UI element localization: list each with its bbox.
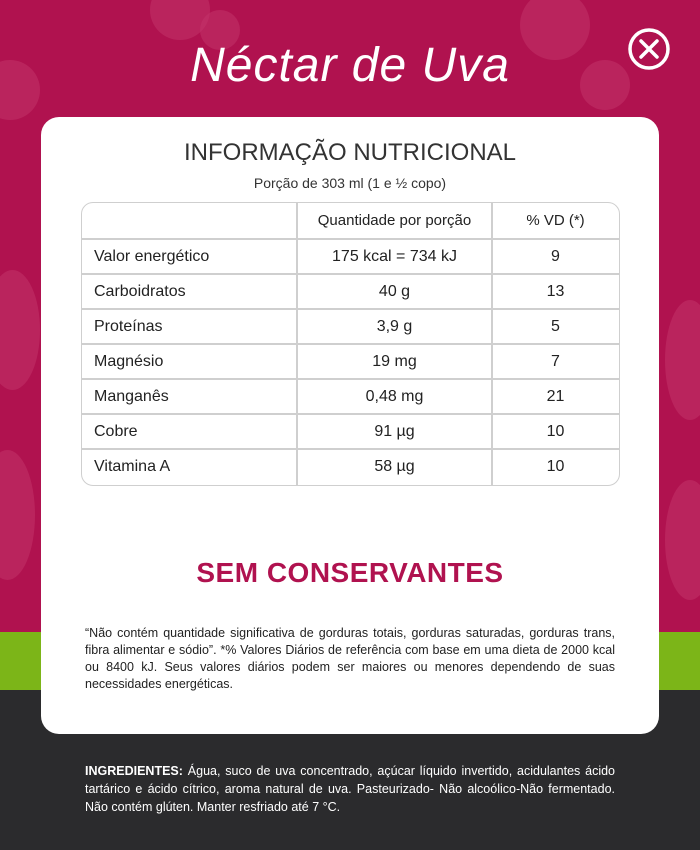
nutrient-name: Magnésio <box>94 352 164 370</box>
nutrition-title: INFORMAÇÃO NUTRICIONAL <box>183 139 516 166</box>
nutrient-name: Carboidratos <box>94 282 186 300</box>
nutrient-vd: 10 <box>546 457 565 475</box>
nutrient-quantity: 3,9 g <box>376 317 413 335</box>
header-cell-vd: % VD (*) <box>526 212 585 229</box>
ingredients-block <box>85 762 615 816</box>
nutrient-quantity: 58 µg <box>374 457 415 475</box>
nutrient-name: Cobre <box>94 422 138 440</box>
table-row <box>82 239 619 274</box>
grape-decoration <box>0 450 35 580</box>
nutrient-name: Proteínas <box>94 317 163 335</box>
grape-decoration <box>665 300 700 420</box>
nutrient-vd: 9 <box>551 247 560 265</box>
table-row <box>82 274 619 309</box>
table-header-row <box>82 203 619 238</box>
nutrient-name: Valor energético <box>94 247 210 265</box>
nutrient-vd: 7 <box>551 352 560 370</box>
nutrition-card <box>41 117 659 734</box>
nutrient-vd: 13 <box>546 282 565 300</box>
ingredients-text: Água, suco de uva concentrado, açúcar líquido invertido, acidulantes ácido tartárico e ácido cítrico, aroma natural de uva. Pasteurizado- Não alcoólico-Não fermentado. Não contém glúten. Manter resfriado até 7 °C. <box>85 764 615 814</box>
nutrient-vd: 21 <box>546 387 565 405</box>
product-title: Néctar de Uva <box>190 39 510 92</box>
nutrition-table <box>81 202 620 486</box>
nutrient-name: Vitamina A <box>94 457 171 475</box>
ingredients-label: INGREDIENTES: <box>85 764 183 778</box>
table-row <box>82 414 619 449</box>
grape-decoration <box>665 480 700 600</box>
footnote-text: “Não contém quantidade significativa de gorduras totais, gorduras saturadas, gorduras trans, fibra alimentar e sódio”. *% Valores Diários de referência com base em uma dieta de 2000 kcal ou 8400 kJ. Seus valores diários podem ser maiores ou menores dependendo de suas necessidades energéticas. <box>85 626 615 691</box>
table-row <box>82 309 619 344</box>
table-row <box>82 379 619 414</box>
table-row <box>82 449 619 484</box>
nutrient-quantity: 91 µg <box>374 422 415 440</box>
header-cell-empty <box>82 203 297 238</box>
nutrient-quantity: 175 kcal = 734 kJ <box>332 247 457 265</box>
portion-size: Porção de 303 ml (1 e ½ copo) <box>253 175 447 191</box>
nutrient-name: Manganês <box>94 387 169 405</box>
nutrient-vd: 10 <box>546 422 565 440</box>
header-cell-quantity: Quantidade por porção <box>317 212 472 229</box>
close-x-circle-icon[interactable] <box>626 26 672 72</box>
table-row <box>82 344 619 379</box>
no-preservatives-claim: SEM CONSERVANTES <box>196 557 504 588</box>
nutrient-quantity: 40 g <box>378 282 411 300</box>
nutrient-quantity: 0,48 mg <box>365 387 424 405</box>
nutrient-vd: 5 <box>551 317 560 335</box>
grape-decoration <box>0 270 40 390</box>
nutrient-quantity: 19 mg <box>372 352 417 370</box>
